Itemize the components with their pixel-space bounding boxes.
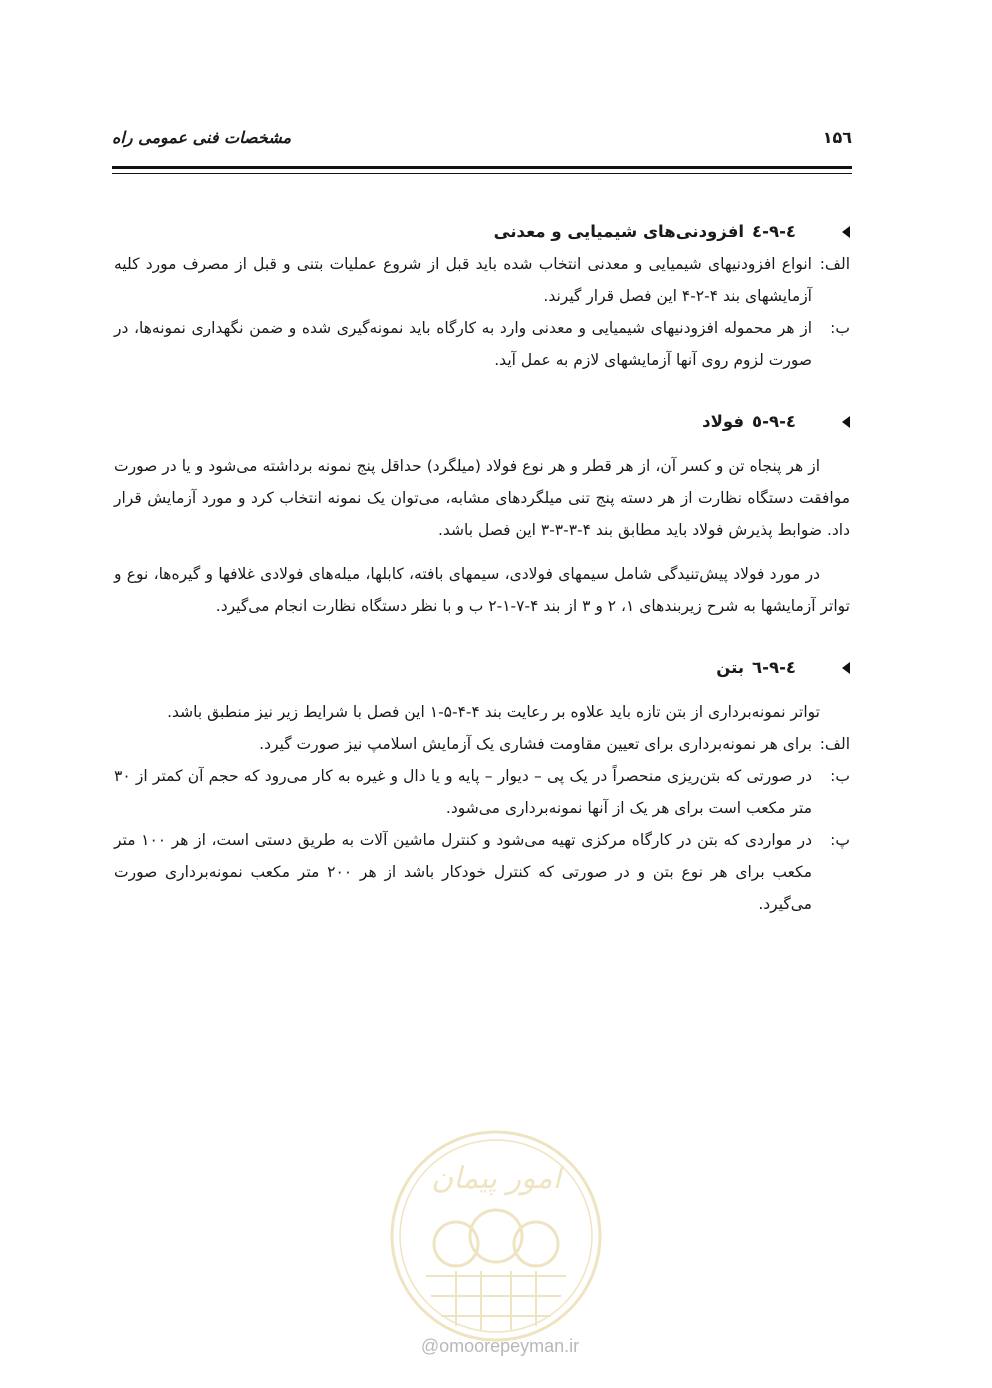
watermark-seal-icon	[386, 1126, 606, 1346]
section-number: ٤-٩-٥	[752, 412, 796, 431]
section-title: فولاد	[702, 412, 745, 431]
list-item	[114, 248, 850, 312]
paragraph: در مورد فولاد پیش‌تنیدگی شامل سیمهای فولادی، سیمهای بافته، کابلها، میله‌های فولادی غلافها و گیره‌ها، نوع و تواتر آزمایشها به شرح زیربندهای ۱، ۲ و ۳ از بند ۴-۷-۱-۲ ب و با نظر دستگاه نظارت انجام می‌گیرد.	[114, 565, 850, 615]
section-number: ٤-٩-٦	[752, 658, 796, 677]
section-title: افزودنی‌های شیمیایی و معدنی	[493, 222, 745, 241]
page-number: ۱۵٦	[822, 128, 852, 147]
list-item	[114, 312, 850, 376]
item-text: برای هر نمونه‌برداری برای تعیین مقاومت فشاری یک آزمایش اسلامپ نیز صورت گیرد.	[259, 735, 812, 753]
list-item	[114, 824, 850, 920]
paragraph: از هر پنجاه تن و کسر آن، از هر قطر و هر نوع فولاد (میلگرد) حداقل پنج نمونه برداشته می‌شود و یا در صورت موافقت دستگاه نظارت از هر دسته پنج تنی میلگردهای مشابه، می‌توان یک نمونه انتخاب کرد و مورد آزمایش قرار داد. ضوابط پذیرش فولاد باید مطابق بند ۴-۳-۳-۳ این فصل باشد.	[114, 457, 850, 539]
bullet-arrow-icon	[842, 416, 850, 428]
item-label: الف:	[819, 735, 850, 753]
running-header	[112, 128, 852, 158]
section-heading	[114, 652, 850, 684]
header-rule-thin	[112, 173, 852, 174]
header-rule-thick	[112, 166, 852, 169]
item-text: در مواردی که بتن در کارگاه مرکزی تهیه می‌شود و کنترل ماشین آلات به طریق دستی است، از هر ۱۰۰ متر مکعب برای هر نوع بتن و در صورتی که کنترل خودکار باشد از هر ۲۰۰ متر مکعب نمونه‌برداری صورت می‌گیرد.	[114, 831, 812, 913]
item-label: ب:	[830, 319, 850, 337]
section-heading	[114, 406, 850, 438]
item-text: از هر محموله افزودنیهای شیمیایی و معدنی وارد به کارگاه باید نمونه‌گیری شده و ضمن نگهداری نمونه‌ها، در صورت لزوم روی آنها آزمایشهای لازم به عمل آید.	[114, 319, 812, 369]
section-title: بتن	[716, 658, 745, 677]
list-item	[114, 728, 850, 760]
watermark-url: @omoorepeyman.ir	[420, 1336, 580, 1356]
running-title: مشخصات فنی عمومی راه	[112, 128, 292, 147]
paragraph: تواتر نمونه‌برداری از بتن تازه باید علاوه بر رعایت بند ۴-۴-۵-۱ این فصل با شرایط زیر نیز منطبق باشد.	[167, 703, 820, 721]
bullet-arrow-icon	[842, 226, 850, 238]
item-label: الف:	[819, 255, 850, 273]
svg-text:امور پیمان: امور پیمان	[431, 1161, 561, 1196]
item-label: ب:	[830, 767, 850, 785]
section-number: ٤-٩-٤	[752, 222, 796, 241]
bullet-arrow-icon	[842, 662, 850, 674]
item-label: پ:	[830, 831, 850, 849]
item-text: در صورتی که بتن‌ریزی منحصراً در یک پی – دیوار – پایه و یا دال و غیره به کار می‌رود که حجم آن کمتر از ۳۰ متر مکعب است برای هر یک از آنها نمونه‌برداری می‌شود.	[114, 767, 812, 817]
list-item	[114, 760, 850, 824]
item-text: انواع افزودنیهای شیمیایی و معدنی انتخاب شده باید قبل از شروع عملیات بتنی و قبل از مصرف مورد کلیه آزمایشهای بند ۴-۲-۴ این فصل قرار گیرند.	[114, 255, 812, 305]
section-heading	[114, 216, 850, 248]
body-content	[114, 216, 850, 920]
